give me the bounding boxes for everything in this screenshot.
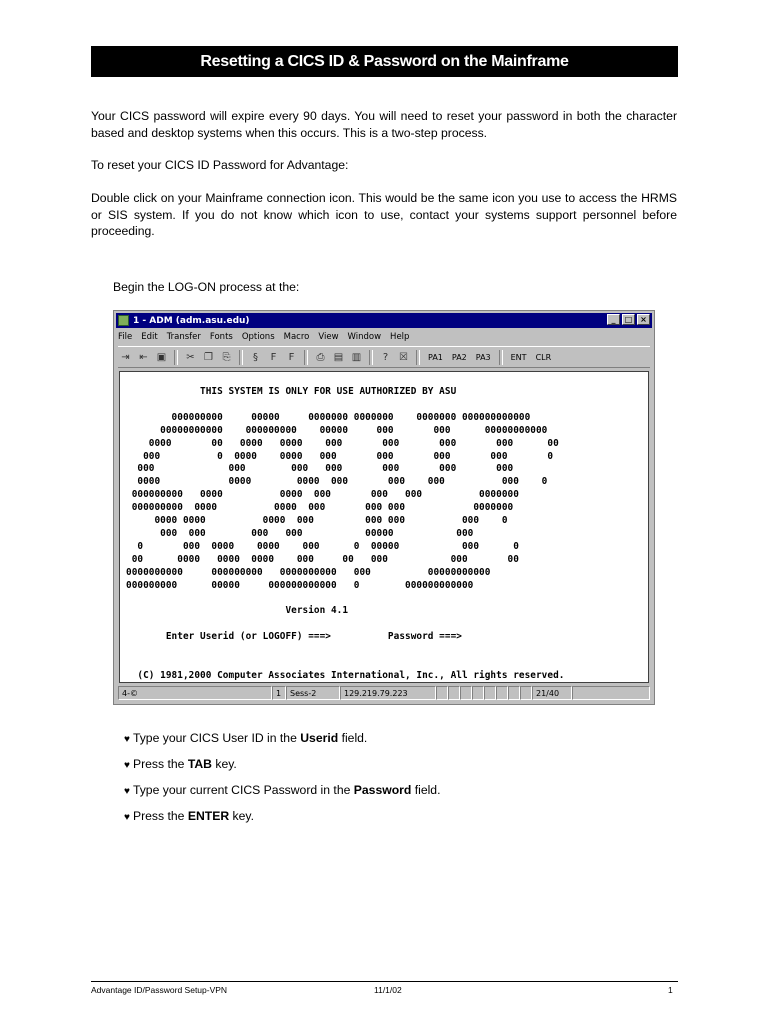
close-icon: × — [637, 314, 650, 325]
step-keyword: Userid — [300, 731, 339, 745]
icon-instruction-paragraph: Double click on your Mainframe connection icon. This would be the same icon you use to access the HRMS or SIS system. If you do not know which icon to use, contact your systems support personnel before proceeding. — [91, 191, 677, 238]
page-title: Resetting a CICS ID & Password on the Mainframe — [91, 46, 678, 77]
pa1-key: PA1 — [428, 352, 443, 362]
footer-page-number: 1 — [668, 985, 673, 995]
clear-key: CLR — [535, 352, 552, 362]
window-controls — [607, 314, 650, 325]
menu-fonts: Fonts — [209, 332, 233, 342]
resize-grip-icon — [572, 686, 650, 700]
send-icon: ⇥ — [121, 351, 130, 363]
status-cell — [460, 686, 472, 700]
window-titlebar — [116, 313, 652, 328]
intro-paragraph: Your CICS password will expire every 90 days. You will need to reset your password in both the character based and desktop systems when this occurs. This is a two-step process. — [91, 109, 677, 140]
step-keyword: Password — [353, 783, 412, 797]
terminal-screen — [119, 371, 649, 683]
menu-file: File — [118, 332, 133, 342]
heart-bullet-icon: ♥ — [124, 734, 130, 745]
status-cursor-position: 21/40 — [532, 686, 572, 700]
menu-options: Options — [241, 332, 275, 342]
menu-macro: Macro — [283, 332, 310, 342]
maximize-icon: □ — [622, 314, 635, 325]
status-cell — [508, 686, 520, 700]
step-enter — [124, 808, 254, 826]
toolbar-separator — [369, 350, 373, 365]
step-text: Press the — [132, 757, 188, 771]
toolbar-separator — [304, 350, 308, 365]
heart-bullet-icon: ♥ — [124, 786, 130, 797]
font-size-icon: § — [253, 351, 258, 363]
window-statusbar — [118, 686, 650, 700]
paste-icon: ⎘ — [222, 351, 231, 363]
open-folder-icon: ▤ — [333, 351, 344, 363]
menu-edit: Edit — [141, 332, 158, 342]
toolbar-separator — [499, 350, 503, 365]
step-text: Type your CICS User ID in the — [132, 731, 301, 745]
status-session-number: 1 — [272, 686, 286, 700]
status-cell — [472, 686, 484, 700]
toolbar-separator — [174, 350, 178, 365]
menu-window: Window — [347, 332, 382, 342]
step-password — [124, 782, 440, 800]
step-text: field. — [411, 783, 441, 797]
status-cell — [436, 686, 448, 700]
step-tab — [124, 756, 237, 774]
step-text: key. — [229, 809, 254, 823]
step-keyword: ENTER — [187, 809, 230, 823]
step-userid — [124, 730, 367, 748]
footer-date: 11/1/02 — [374, 985, 402, 995]
copy-icon: ❐ — [204, 351, 213, 363]
folder-save-icon: ▥ — [351, 351, 362, 363]
status-ip-address: 129.219.79.223 — [340, 686, 436, 700]
heart-bullet-icon: ♥ — [124, 760, 130, 771]
toolbar-separator — [416, 350, 420, 365]
footer-divider — [91, 981, 678, 982]
status-cell — [448, 686, 460, 700]
print-icon: ⎙ — [316, 351, 325, 363]
terminal-window-screenshot — [113, 310, 655, 705]
help-icon: ? — [382, 351, 389, 363]
terminal-app-icon — [118, 315, 129, 326]
status-cell — [496, 686, 508, 700]
status-cell — [520, 686, 532, 700]
cancel-icon: ☒ — [399, 351, 408, 363]
window-toolbar — [118, 346, 650, 368]
terminal-screen-text: THIS SYSTEM IS ONLY FOR USE AUTHORIZED BY ASU 000000000 00000 0000000 0000000 0000000 000000000000 00000000000 000000000 00000 000 000 00000000000 0000 00 0000 0000 000 000 000 000 00 000 0 0000 0000 000 000 000 000 0 000 000 000 000 000 000 000 0000 0000 0000 000 000 000 000 0 000000000 0000 0000 000 000 000 0000000 000000000 0000 0000 000 000 000 0000000 0000 0000 0000 000 000 000 000 0 000 000 000 000 00000 000 0 000 0000 0000 000 0 00000 000 0 00 0000 0000 0000 000 00 000 000 00 0000000000 000000000 0000000000 000 00000000000 000000000 00000 000000000000 0 000000000000 Version 4.1 Enter Userid (or LOGOFF) ===> Password ===> (C) 1981,2000 Computer Associates International, Inc., All rights reserved. — [126, 386, 565, 681]
status-cell — [484, 686, 496, 700]
footer-document-name: Advantage ID/Password Setup-VPN — [91, 985, 228, 995]
receive-icon: ⇤ — [139, 351, 148, 363]
logon-intro-paragraph: Begin the LOG-ON process at the: — [113, 280, 300, 294]
heart-bullet-icon: ♥ — [124, 812, 130, 823]
instruction-paragraph: To reset your CICS ID Password for Advantage: — [91, 158, 349, 172]
enter-key: ENT — [510, 352, 527, 362]
pa3-key: PA3 — [475, 352, 491, 362]
pa2-key: PA2 — [451, 352, 467, 362]
status-indicator: 4-© — [118, 686, 272, 700]
font-larger-icon: F — [288, 351, 295, 363]
status-session-name: Sess-2 — [286, 686, 340, 700]
cut-icon: ✂ — [186, 351, 195, 363]
step-text: Type your current CICS Password in the — [132, 783, 354, 797]
toolbar-separator — [239, 350, 243, 365]
step-text: Press the — [132, 809, 188, 823]
save-icon: ▣ — [156, 351, 167, 363]
minimize-icon: _ — [607, 314, 620, 325]
step-text: key. — [211, 757, 237, 771]
menu-view: View — [318, 332, 339, 342]
font-smaller-icon: F — [270, 351, 277, 363]
menu-help: Help — [390, 332, 410, 342]
step-text: field. — [338, 731, 368, 745]
window-menubar — [118, 330, 409, 344]
window-title: 1 - ADM (adm.asu.edu) — [133, 315, 250, 326]
menu-transfer: Transfer — [166, 332, 201, 342]
step-keyword: TAB — [187, 757, 212, 771]
